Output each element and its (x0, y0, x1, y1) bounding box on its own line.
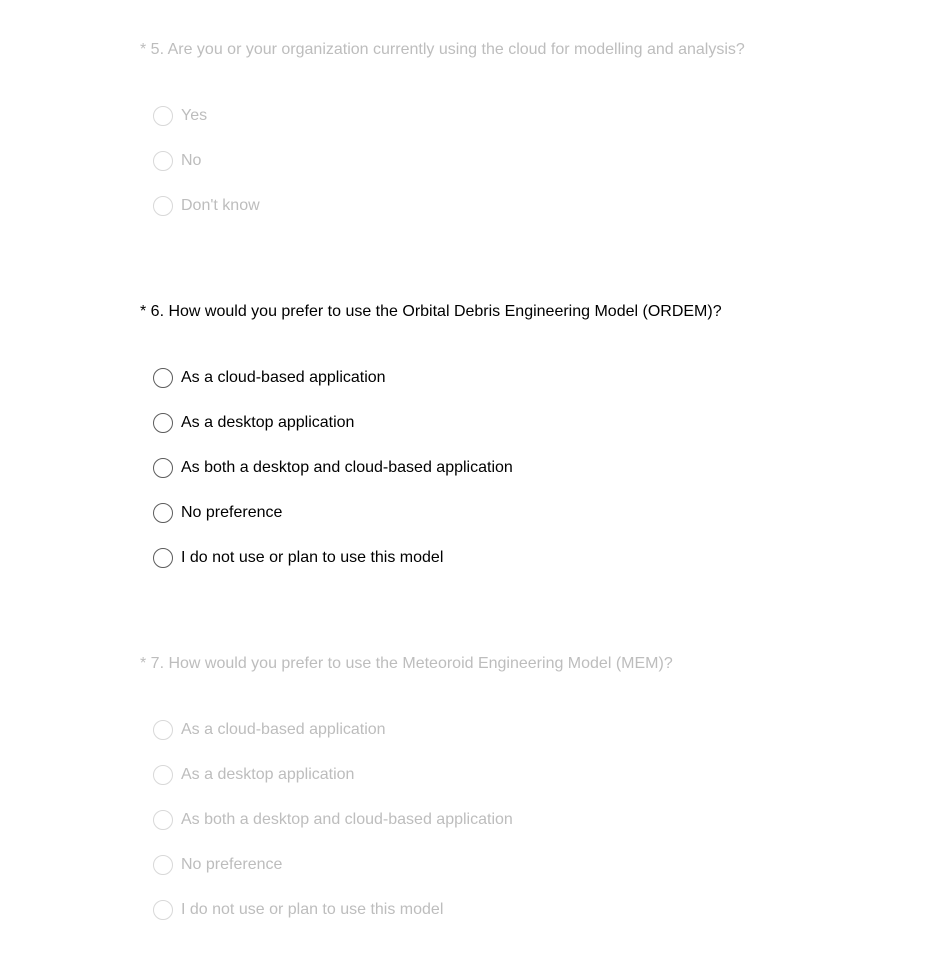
q6-option-not-used[interactable] (153, 535, 920, 580)
option-label: As a cloud-based application (181, 720, 386, 738)
q6-option-cloud[interactable] (153, 355, 920, 400)
question-5-options (140, 93, 920, 228)
question-6-title: * 6. How would you prefer to use the Orbital Debris Engineering Model (ORDEM)? (140, 303, 722, 320)
q5-option-yes[interactable] (153, 93, 920, 138)
option-label: I do not use or plan to use this model (181, 900, 444, 918)
question-7 (140, 654, 920, 932)
option-label: I do not use or plan to use this model (181, 548, 444, 566)
question-5 (140, 40, 920, 228)
radio-button[interactable] (153, 855, 173, 875)
radio-button[interactable] (153, 548, 173, 568)
option-label: As a desktop application (181, 765, 355, 783)
radio-button[interactable] (153, 196, 173, 216)
q7-option-desktop[interactable] (153, 752, 920, 797)
radio-button[interactable] (153, 106, 173, 126)
question-7-options (140, 707, 920, 932)
question-6-options (140, 355, 920, 580)
q6-option-both[interactable] (153, 445, 920, 490)
option-label: Don't know (181, 196, 260, 214)
question-5-title: * 5. Are you or your organization currently using the cloud for modelling and analysis? (140, 41, 745, 58)
option-label: No preference (181, 503, 283, 521)
q7-option-not-used[interactable] (153, 887, 920, 932)
option-label: As a desktop application (181, 413, 355, 431)
q5-option-no[interactable] (153, 138, 920, 183)
radio-button[interactable] (153, 765, 173, 785)
option-label: Yes (181, 106, 208, 124)
q7-option-both[interactable] (153, 797, 920, 842)
option-label: As both a desktop and cloud-based application (181, 458, 513, 476)
radio-button[interactable] (153, 810, 173, 830)
radio-button[interactable] (153, 900, 173, 920)
q7-option-no-preference[interactable] (153, 842, 920, 887)
radio-button[interactable] (153, 413, 173, 433)
q7-option-cloud[interactable] (153, 707, 920, 752)
option-label: As both a desktop and cloud-based application (181, 810, 513, 828)
q5-option-dont-know[interactable] (153, 183, 920, 228)
radio-button[interactable] (153, 151, 173, 171)
radio-button[interactable] (153, 720, 173, 740)
radio-button[interactable] (153, 503, 173, 523)
radio-button[interactable] (153, 368, 173, 388)
q6-option-no-preference[interactable] (153, 490, 920, 535)
option-label: As a cloud-based application (181, 368, 386, 386)
radio-button[interactable] (153, 458, 173, 478)
question-7-title: * 7. How would you prefer to use the Meteoroid Engineering Model (MEM)? (140, 655, 673, 672)
question-6 (140, 302, 920, 580)
option-label: No (181, 151, 202, 169)
q6-option-desktop[interactable] (153, 400, 920, 445)
option-label: No preference (181, 855, 283, 873)
